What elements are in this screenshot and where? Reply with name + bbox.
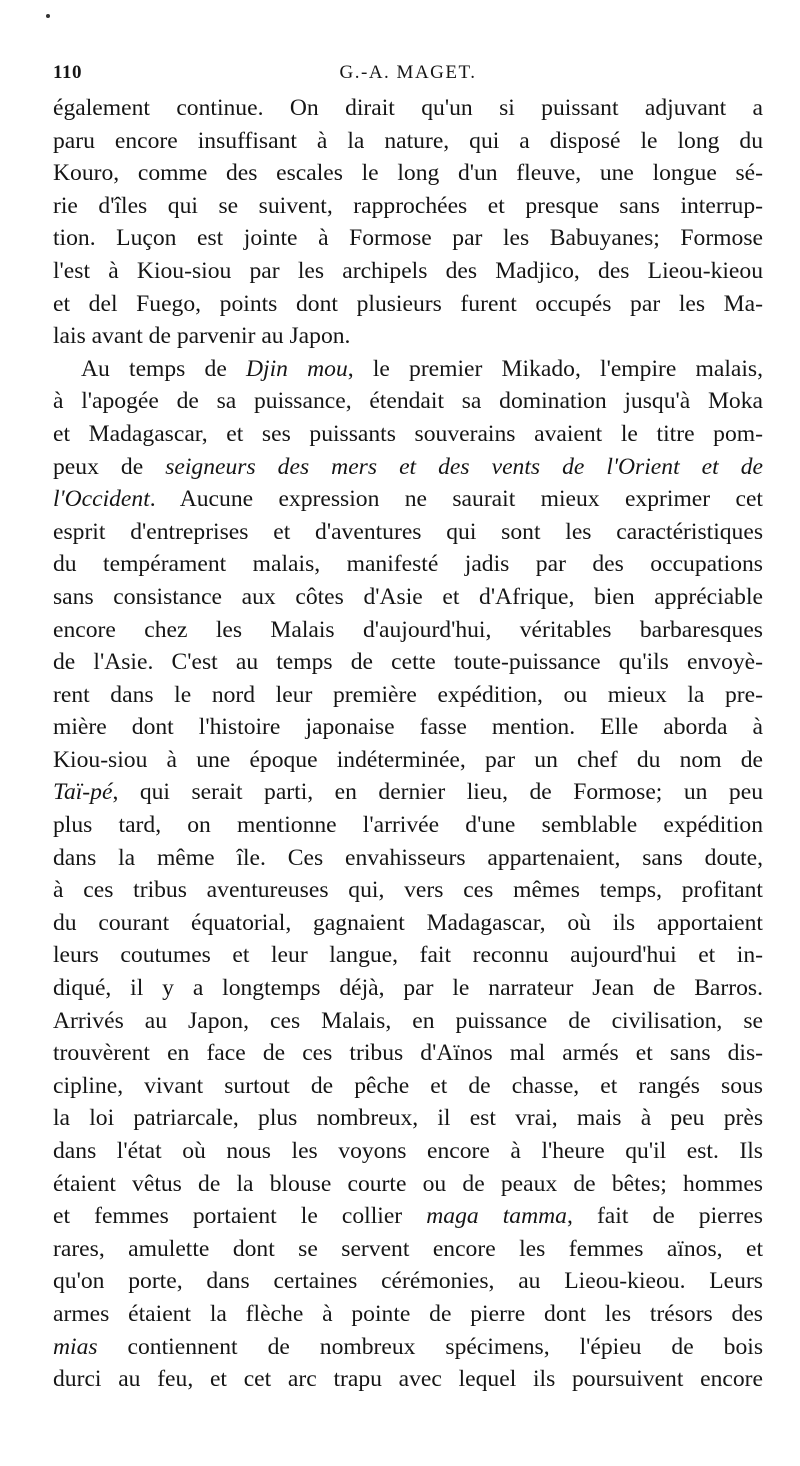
text-line xyxy=(53,776,763,809)
text-segment: esprit d'entreprises et d'aventures qui sont les caractéristiques xyxy=(53,518,763,545)
body-text xyxy=(53,92,763,1396)
text-line xyxy=(53,353,763,386)
text-line xyxy=(53,418,763,451)
text-line xyxy=(53,939,763,972)
text-line xyxy=(53,679,763,712)
text-segment: la loi patriarcale, plus nombreux, il est vrai, mais à peu près xyxy=(53,1105,763,1132)
italic-text: mias xyxy=(53,1333,98,1360)
text-line xyxy=(53,581,763,614)
text-line xyxy=(53,646,763,679)
text-segment: , qui serait parti, en dernier lieu, de Formose; un peu xyxy=(112,779,763,806)
text-line xyxy=(53,320,763,353)
italic-text: Taï-pé xyxy=(53,779,113,806)
text-line xyxy=(53,288,763,321)
text-line xyxy=(53,516,763,549)
text-segment: qu'on porte, dans certaines cérémonies, au Lieou-kieou. Leurs xyxy=(53,1268,763,1295)
text-line xyxy=(53,1168,763,1201)
text-segment: armes étaient la flèche à pointe de pierre dont les trésors des xyxy=(53,1300,763,1327)
text-line xyxy=(53,907,763,940)
text-segment: trouvèrent en face de ces tribus d'Aïnos mal armés et sans dis- xyxy=(53,1040,763,1067)
text-segment: et del Fuego, points dont plusieurs furent occupés par les Ma- xyxy=(53,290,763,317)
text-segment: durci au feu, et cet arc trapu avec lequel ils poursuivent encore xyxy=(53,1366,763,1393)
text-segment: , fait de pierres xyxy=(566,1203,763,1230)
text-segment: tion. Luçon est jointe à Formose par les Babuyanes; Formose xyxy=(53,225,763,252)
text-line xyxy=(53,972,763,1005)
text-line xyxy=(53,385,763,418)
text-segment: encore chez les Malais d'aujourd'hui, véritables barbaresques xyxy=(53,616,763,643)
text-segment: du courant équatorial, gagnaient Madagascar, où ils apportaient xyxy=(53,909,763,936)
italic-text: l'Occident xyxy=(53,486,150,513)
text-line xyxy=(53,451,763,484)
text-line xyxy=(53,1037,763,1070)
text-segment: peux de xyxy=(53,453,166,480)
text-segment: à l'apogée de sa puissance, étendait sa domination jusqu'à Moka xyxy=(53,388,763,415)
text-line xyxy=(53,1005,763,1038)
text-line xyxy=(53,483,763,516)
text-segment: étaient vêtus de la blouse courte ou de peaux de bêtes; hommes xyxy=(53,1170,763,1197)
text-line xyxy=(53,1102,763,1135)
page-header xyxy=(53,58,763,92)
text-line xyxy=(53,614,763,647)
text-segment: rie d'îles qui se suivent, rapprochées et presque sans interrup- xyxy=(53,192,763,219)
text-segment: et Madagascar, et ses puissants souverains avaient le titre pom- xyxy=(53,420,763,447)
text-line xyxy=(53,1135,763,1168)
running-head: G.-A. MAGET. xyxy=(339,62,477,83)
page-number: 110 xyxy=(53,62,82,83)
text-segment: diqué, il y a longtemps déjà, par le narrateur Jean de Barros. xyxy=(53,975,763,1002)
text-line xyxy=(53,1265,763,1298)
text-line xyxy=(53,1298,763,1331)
text-segment: lais avant de parvenir au Japon. xyxy=(53,323,351,350)
text-line xyxy=(53,1200,763,1233)
book-page xyxy=(53,58,763,1396)
text-line xyxy=(53,92,763,125)
text-segment: Arrivés au Japon, ces Malais, en puissance de civilisation, se xyxy=(53,1007,763,1034)
text-segment: du tempérament malais, manifesté jadis par des occupations xyxy=(53,551,763,578)
text-line xyxy=(53,125,763,158)
text-segment: contiennent de nombreux spécimens, l'épieu de bois xyxy=(97,1333,763,1360)
text-segment: leurs coutumes et leur langue, fait reconnu aujourd'hui et in- xyxy=(53,942,763,969)
text-segment: et femmes portaient le collier xyxy=(53,1203,427,1230)
text-line xyxy=(53,222,763,255)
text-segment: paru encore insuffisant à la nature, qui a disposé le long du xyxy=(53,127,763,154)
text-segment: mière dont l'histoire japonaise fasse mention. Elle aborda à xyxy=(53,714,763,741)
text-line xyxy=(53,1363,763,1396)
text-segment: à ces tribus aventureuses qui, vers ces mêmes temps, profitant xyxy=(53,877,763,904)
text-line xyxy=(53,809,763,842)
text-line xyxy=(53,1233,763,1266)
text-line xyxy=(53,874,763,907)
text-segment: plus tard, on mentionne l'arrivée d'une semblable expédition xyxy=(53,812,763,839)
text-line xyxy=(53,744,763,777)
text-segment: de l'Asie. C'est au temps de cette toute-puissance qu'ils envoyè- xyxy=(53,649,763,676)
italic-text: Djin mou xyxy=(245,355,348,382)
text-line xyxy=(53,1331,763,1364)
text-line xyxy=(53,548,763,581)
italic-text: seigneurs des mers et des vents de l'Orient et de xyxy=(165,453,763,480)
text-segment: rent dans le nord leur première expédition, ou mieux la pre- xyxy=(53,681,763,708)
text-segment: cipline, vivant surtout de pêche et de chasse, et rangés sous xyxy=(53,1072,763,1099)
page-speck xyxy=(46,14,50,18)
text-segment: sans consistance aux côtes d'Asie et d'Afrique, bien appréciable xyxy=(53,583,763,610)
text-segment: également continue. On dirait qu'un si puissant adjuvant a xyxy=(53,95,763,121)
text-segment: l'est à Kiou-siou par les archipels des Madjico, des Lieou-kieou xyxy=(53,257,763,284)
text-segment: dans l'état où nous les voyons encore à l'heure qu'il est. Ils xyxy=(53,1138,763,1164)
text-line xyxy=(53,1070,763,1103)
text-segment: Kouro, comme des escales le long d'un fleuve, une longue sé- xyxy=(53,160,763,187)
text-line xyxy=(53,711,763,744)
text-line xyxy=(53,255,763,288)
text-line xyxy=(53,190,763,223)
text-segment: Au temps de xyxy=(81,355,246,382)
text-segment: dans la même île. Ces envahisseurs appartenaient, sans doute, xyxy=(53,844,763,871)
text-segment: . Aucune expression ne saurait mieux exprimer cet xyxy=(149,486,763,513)
text-line xyxy=(53,157,763,190)
text-segment: Kiou-siou à une époque indéterminée, par un chef du nom de xyxy=(53,746,763,773)
text-line xyxy=(53,842,763,875)
text-segment: , le premier Mikado, l'empire malais, xyxy=(347,355,763,382)
text-segment: rares, amulette dont se servent encore les femmes aïnos, et xyxy=(53,1235,763,1262)
italic-text: maga tamma xyxy=(426,1203,567,1230)
